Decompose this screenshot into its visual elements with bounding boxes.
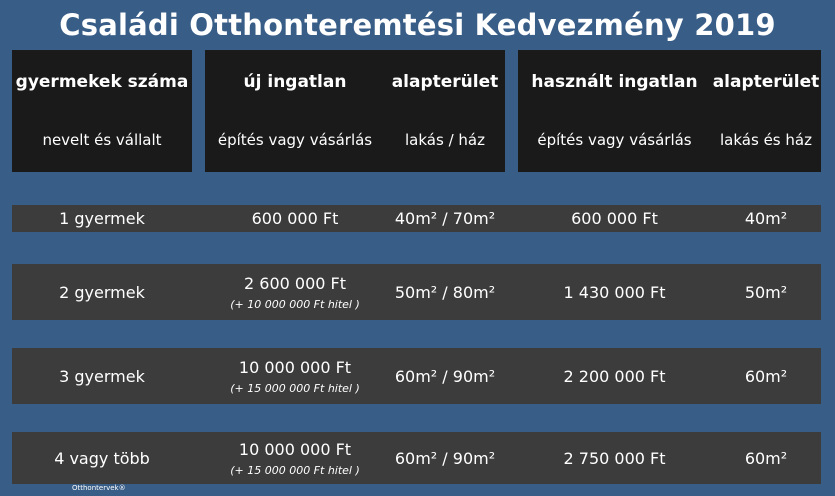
children-count: 1 gyermek — [59, 209, 145, 228]
header-new-property-subtitle: építés vagy vásárlás — [217, 131, 373, 149]
footer-credit: Otthontervek® — [72, 484, 126, 492]
loan-note: (+ 15 000 000 Ft hitel ) — [230, 381, 360, 395]
new-property-amount-cell — [205, 348, 385, 404]
new-property-amount-cell — [205, 432, 385, 484]
used-property-area: 50m² — [744, 282, 788, 302]
used-property-amount: 1 430 000 Ft — [563, 282, 666, 302]
used-property-area: 40m² — [744, 209, 788, 228]
header-used-property — [518, 50, 821, 172]
children-count: 4 vagy több — [54, 448, 150, 468]
header-children-title: gyermekek száma — [15, 72, 189, 92]
children-count: 2 gyermek — [59, 282, 145, 302]
page-title: Családi Otthonteremtési Kedvezmény 2019 — [59, 8, 776, 42]
header-used-property-title: használt ingatlan — [531, 72, 698, 92]
new-property-amount: 2 600 000 Ft — [244, 273, 346, 293]
header-new-property — [205, 50, 505, 172]
table-row — [12, 432, 821, 484]
used-property-area: 60m² — [744, 366, 788, 386]
header-new-property-title: új ingatlan — [243, 72, 347, 92]
new-property-amount-cell — [205, 205, 385, 232]
header-children — [12, 50, 192, 172]
header-used-area-title: alapterület — [712, 72, 820, 92]
header-new-area-subtitle: lakás / ház — [405, 131, 485, 149]
header-used-area-subtitle: lakás és ház — [720, 131, 812, 149]
table-row — [12, 205, 821, 232]
children-count: 3 gyermek — [59, 366, 145, 386]
header-used-property-subtitle: építés vagy vásárlás — [537, 131, 692, 149]
used-property-amount: 2 750 000 Ft — [563, 448, 666, 468]
used-property-area: 60m² — [744, 448, 788, 468]
new-property-amount: 10 000 000 Ft — [238, 357, 352, 377]
new-property-area: 60m² / 90m² — [394, 366, 496, 386]
new-property-amount: 10 000 000 Ft — [238, 439, 352, 459]
new-property-area: 50m² / 80m² — [394, 282, 496, 302]
table-row — [12, 348, 821, 404]
new-property-amount: 600 000 Ft — [251, 209, 339, 228]
new-property-area: 40m² / 70m² — [394, 209, 496, 228]
used-property-amount: 600 000 Ft — [571, 209, 658, 228]
header-new-area-title: alapterület — [391, 72, 499, 92]
table-row — [12, 264, 821, 320]
new-property-amount-cell — [205, 264, 385, 320]
header-children-subtitle: nevelt és vállalt — [42, 131, 162, 149]
used-property-amount: 2 200 000 Ft — [563, 366, 666, 386]
loan-note: (+ 15 000 000 Ft hitel ) — [230, 463, 360, 477]
loan-note: (+ 10 000 000 Ft hitel ) — [230, 297, 360, 311]
new-property-area: 60m² / 90m² — [394, 448, 496, 468]
